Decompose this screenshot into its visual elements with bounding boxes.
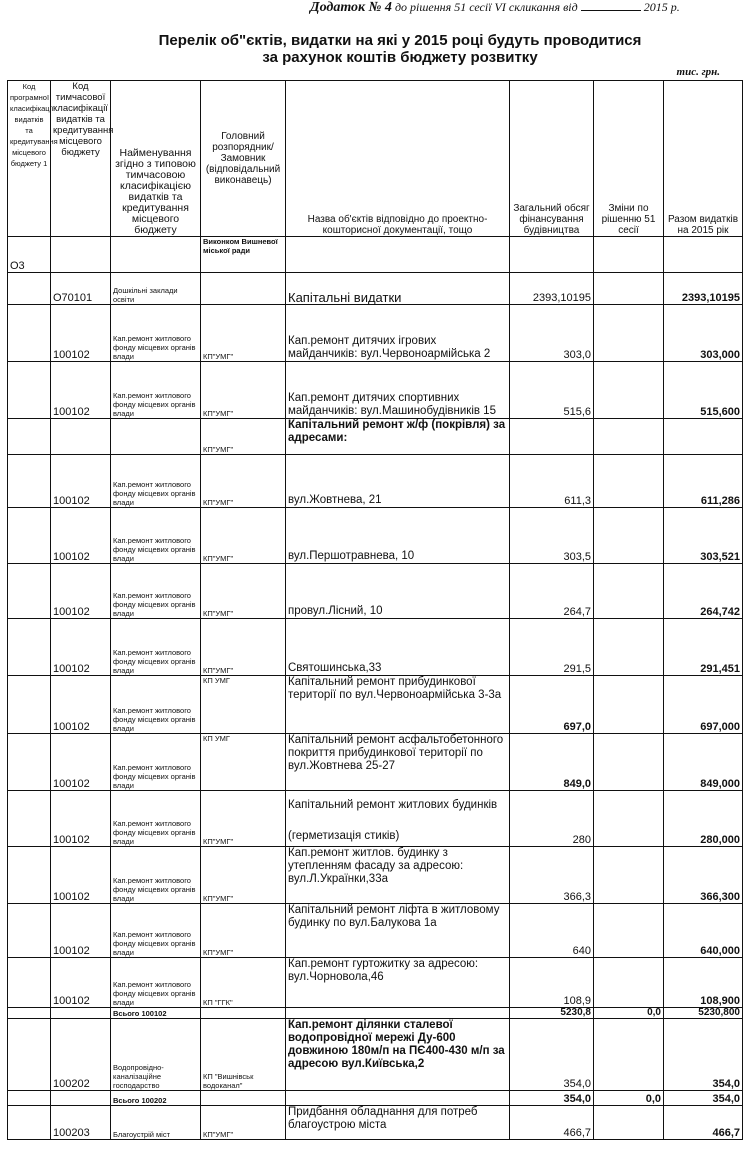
cell-manager: КП"УМГ" (201, 1106, 286, 1140)
table-row (8, 508, 743, 564)
budget-table (7, 80, 743, 1140)
col-header-total-2015: Разом видатків на 2015 рік (664, 81, 743, 237)
cell-program-code (8, 508, 51, 564)
cell-object: Капітальний ремонт асфальтобетонного покриття прибудинкової території по вул.Жовтнева 25-27 (286, 734, 510, 791)
object-line-1: Капітальний ремонт житлових будинків (288, 799, 498, 811)
cell-temp-code: 100102 (51, 564, 111, 619)
col-header-total-financing: Загальний обсяг фінансування будівництва (510, 81, 594, 237)
cell-manager: КП"УМГ" (201, 508, 286, 564)
cell-program-code: О3 (8, 237, 51, 273)
cell-object (286, 1008, 510, 1019)
cell-classification (111, 237, 201, 273)
cell-temp-code (51, 1091, 111, 1106)
table-row-total (8, 1091, 743, 1106)
cell-temp-code (51, 237, 111, 273)
cell-total-financing: 264,7 (510, 564, 594, 619)
cell-classification: Кап.ремонт житлового фонду місцевих органів влади (111, 847, 201, 904)
table-row (8, 362, 743, 419)
cell-classification: Кап.ремонт житлового фонду місцевих органів влади (111, 362, 201, 419)
cell-classification: Кап.ремонт житлового фонду місцевих органів влади (111, 455, 201, 508)
cell-total-financing: 5230,8 (510, 1008, 594, 1019)
cell-temp-code: 100102 (51, 455, 111, 508)
cell-manager: КП"УМГ" (201, 305, 286, 362)
cell-object: Капітальні видатки (286, 273, 510, 305)
cell-total-2015: 5230,800 (664, 1008, 743, 1019)
cell-total-2015 (664, 419, 743, 455)
cell-total-2015: 366,300 (664, 847, 743, 904)
cell-program-code (8, 1106, 51, 1140)
col-header-classification-name: Найменування згідно з типовою тимчасовою класифікацією видатків та кредитування місцевого бюджету (111, 81, 201, 237)
cell-program-code (8, 1091, 51, 1106)
cell-object: вул.Жовтнева, 21 (286, 455, 510, 508)
table-row (8, 958, 743, 1008)
cell-changes (594, 904, 664, 958)
cell-total-financing: 280 (510, 791, 594, 847)
cell-total-financing: 2393,10195 (510, 273, 594, 305)
table-header-row (8, 81, 743, 237)
cell-manager: КП"УМГ" (201, 362, 286, 419)
col-header-changes: Зміни по рішенню 51 сесії (594, 81, 664, 237)
table-row (8, 1019, 743, 1091)
cell-object: Святошинська,33 (286, 619, 510, 676)
cell-manager: КП УМГ (201, 734, 286, 791)
cell-object: Придбання обладнання для потреб благоустрою міста (286, 1106, 510, 1140)
cell-total-2015: 264,742 (664, 564, 743, 619)
cell-total-financing: 303,0 (510, 305, 594, 362)
title-line-1: Перелік об"єктів, видатки на які у 2015 році будуть проводитися (158, 32, 642, 49)
cell-total-financing: 354,0 (510, 1019, 594, 1091)
cell-program-code (8, 734, 51, 791)
cell-classification: Кап.ремонт житлового фонду місцевих органів влади (111, 734, 201, 791)
cell-changes: 0,0 (594, 1091, 664, 1106)
cell-total-financing: 291,5 (510, 619, 594, 676)
cell-temp-code: 100102 (51, 362, 111, 419)
cell-program-code (8, 419, 51, 455)
cell-program-code (8, 847, 51, 904)
cell-total-financing: 611,3 (510, 455, 594, 508)
cell-total-2015: 354,0 (664, 1019, 743, 1091)
cell-temp-code: 100102 (51, 508, 111, 564)
decision-text: до рішення 51 сесії VI скликання від (394, 0, 578, 14)
cell-object: Капітальний ремонт ліфта в житловому будинку по вул.Балукова 1а (286, 904, 510, 958)
cell-total-financing: 354,0 (510, 1091, 594, 1106)
cell-classification: Кап.ремонт житлового фонду місцевих органів влади (111, 958, 201, 1008)
cell-manager (201, 1091, 286, 1106)
cell-manager: КП "Вишнівськ водоканал" (201, 1019, 286, 1091)
cell-classification: Кап.ремонт житлового фонду місцевих органів влади (111, 791, 201, 847)
cell-classification: Кап.ремонт житлового фонду місцевих органів влади (111, 904, 201, 958)
cell-temp-code: 100203 (51, 1106, 111, 1140)
cell-object: вул.Першотравнева, 10 (286, 508, 510, 564)
table-row (8, 791, 743, 847)
cell-object: Капітальний ремонт ж/ф (покрівля) за адресами: (286, 419, 510, 455)
cell-classification: Всього 100102 (111, 1008, 201, 1019)
appendix-number: Додаток № 4 (310, 0, 392, 15)
cell-total-2015 (664, 237, 743, 273)
cell-total-financing: 466,7 (510, 1106, 594, 1140)
cell-object (286, 791, 510, 847)
cell-temp-code: 100102 (51, 791, 111, 847)
table-row (8, 273, 743, 305)
cell-total-financing: 108,9 (510, 958, 594, 1008)
cell-changes (594, 734, 664, 791)
cell-object: Кап.ремонт ділянки сталевої водопровідної мережі Ду-600 довжиною 180м/п на ПЄ400-430 м/п за адресою вул.Київська,2 (286, 1019, 510, 1091)
cell-object: Кап.ремонт житлов. будинку з утепленням фасаду за адресою: вул.Л.Українки,33а (286, 847, 510, 904)
table-row (8, 847, 743, 904)
cell-manager: КП"УМГ" (201, 791, 286, 847)
cell-changes (594, 419, 664, 455)
table-row (8, 305, 743, 362)
cell-classification: Дошкільні заклади освіти (111, 273, 201, 305)
cell-changes (594, 847, 664, 904)
cell-temp-code: 100102 (51, 847, 111, 904)
cell-total-2015: 849,000 (664, 734, 743, 791)
cell-manager: КП"УМГ" (201, 619, 286, 676)
cell-program-code (8, 273, 51, 305)
cell-total-financing: 849,0 (510, 734, 594, 791)
year-suffix: 2015 р. (643, 0, 680, 14)
cell-total-2015: 303,000 (664, 305, 743, 362)
table-row (8, 564, 743, 619)
col-header-temp-code: Код тимчасової класифікації видатків та кредитування місцевого бюджету (51, 81, 111, 237)
cell-temp-code (51, 1008, 111, 1019)
cell-total-2015: 611,286 (664, 455, 743, 508)
appendix-header (310, 0, 730, 16)
cell-classification: Кап.ремонт житлового фонду місцевих органів влади (111, 564, 201, 619)
cell-changes (594, 1106, 664, 1140)
cell-total-2015: 697,000 (664, 676, 743, 734)
cell-total-2015: 280,000 (664, 791, 743, 847)
cell-manager: КП"УМГ" (201, 419, 286, 455)
cell-temp-code: 100102 (51, 619, 111, 676)
cell-total-2015: 640,000 (664, 904, 743, 958)
cell-program-code (8, 1019, 51, 1091)
table-row (8, 237, 743, 273)
cell-total-2015: 515,600 (664, 362, 743, 419)
col-header-manager: Головний розпорядник/Замовник (відповідальний виконавець) (201, 81, 286, 237)
cell-program-code (8, 958, 51, 1008)
cell-manager: КП"УМГ" (201, 904, 286, 958)
cell-program-code (8, 564, 51, 619)
cell-program-code (8, 305, 51, 362)
cell-classification: Кап.ремонт житлового фонду місцевих органів влади (111, 305, 201, 362)
cell-classification: Кап.ремонт житлового фонду місцевих органів влади (111, 508, 201, 564)
cell-changes (594, 676, 664, 734)
cell-object: Кап.ремонт гуртожитку за адресою: вул.Чорновола,46 (286, 958, 510, 1008)
cell-temp-code: 100102 (51, 904, 111, 958)
cell-total-financing (510, 419, 594, 455)
cell-object (286, 1091, 510, 1106)
cell-classification: Кап.ремонт житлового фонду місцевих органів влади (111, 619, 201, 676)
cell-temp-code: О70101 (51, 273, 111, 305)
cell-temp-code: 100102 (51, 676, 111, 734)
cell-total-financing: 640 (510, 904, 594, 958)
cell-total-2015: 291,451 (664, 619, 743, 676)
cell-manager: КП "ГГК" (201, 958, 286, 1008)
table-row (8, 419, 743, 455)
cell-manager: КП"УМГ" (201, 564, 286, 619)
cell-program-code (8, 1008, 51, 1019)
cell-total-financing: 697,0 (510, 676, 594, 734)
cell-program-code (8, 791, 51, 847)
document-title (120, 32, 680, 66)
cell-temp-code (51, 419, 111, 455)
cell-manager: КП"УМГ" (201, 847, 286, 904)
table-row (8, 455, 743, 508)
table-row (8, 734, 743, 791)
cell-manager: КП УМГ (201, 676, 286, 734)
cell-changes (594, 508, 664, 564)
cell-object: Капітальний ремонт прибудинкової території по вул.Червоноармійська 3-3а (286, 676, 510, 734)
col-header-program-code: Код програмної класифікації видатків та кредитування місцевого бюджету 1 (8, 81, 51, 237)
cell-program-code (8, 455, 51, 508)
cell-classification: Кап.ремонт житлового фонду місцевих органів влади (111, 676, 201, 734)
cell-changes (594, 619, 664, 676)
cell-changes (594, 273, 664, 305)
cell-changes (594, 1019, 664, 1091)
col-header-object-name: Назва об'єктів відповідно до проектно-кошторисної документації, тощо (286, 81, 510, 237)
cell-total-2015: 354,0 (664, 1091, 743, 1106)
cell-temp-code: 100102 (51, 734, 111, 791)
cell-program-code (8, 904, 51, 958)
date-blank (581, 1, 641, 11)
cell-total-2015: 2393,10195 (664, 273, 743, 305)
unit-label: тис. грн. (676, 66, 720, 78)
cell-total-2015: 466,7 (664, 1106, 743, 1140)
cell-manager (201, 1008, 286, 1019)
cell-manager: КП"УМГ" (201, 455, 286, 508)
cell-temp-code: 100102 (51, 958, 111, 1008)
table-row (8, 676, 743, 734)
table-row (8, 1106, 743, 1140)
cell-classification: Всього 100202 (111, 1091, 201, 1106)
cell-changes (594, 362, 664, 419)
cell-classification (111, 419, 201, 455)
cell-changes (594, 237, 664, 273)
table-row-total (8, 1008, 743, 1019)
cell-temp-code: 100102 (51, 305, 111, 362)
cell-changes: 0,0 (594, 1008, 664, 1019)
cell-object: Кап.ремонт дитячих спортивних майданчиків: вул.Машинобудівників 15 (286, 362, 510, 419)
object-line-2: (герметизація стиків) (288, 830, 400, 842)
cell-program-code (8, 362, 51, 419)
table-row (8, 619, 743, 676)
cell-temp-code: 100202 (51, 1019, 111, 1091)
cell-total-financing: 366,3 (510, 847, 594, 904)
cell-program-code (8, 676, 51, 734)
table-row (8, 904, 743, 958)
cell-classification: Водопровідно-каналізаційне господарство (111, 1019, 201, 1091)
cell-changes (594, 305, 664, 362)
cell-program-code (8, 619, 51, 676)
cell-classification: Благоустрій міст (111, 1106, 201, 1140)
cell-object: провул.Лісний, 10 (286, 564, 510, 619)
title-line-2: за рахунок коштів бюджету розвитку (262, 49, 538, 66)
cell-changes (594, 455, 664, 508)
cell-total-2015: 108,900 (664, 958, 743, 1008)
cell-object: Кап.ремонт дитячих ігрових майданчиків: вул.Червоноармійська 2 (286, 305, 510, 362)
cell-changes (594, 564, 664, 619)
cell-total-2015: 303,521 (664, 508, 743, 564)
cell-total-financing: 515,6 (510, 362, 594, 419)
cell-manager (201, 273, 286, 305)
cell-changes (594, 791, 664, 847)
cell-object (286, 237, 510, 273)
cell-changes (594, 958, 664, 1008)
cell-total-financing: 303,5 (510, 508, 594, 564)
cell-manager: Виконком Вишневої міської ради (201, 237, 286, 273)
cell-total-financing (510, 237, 594, 273)
